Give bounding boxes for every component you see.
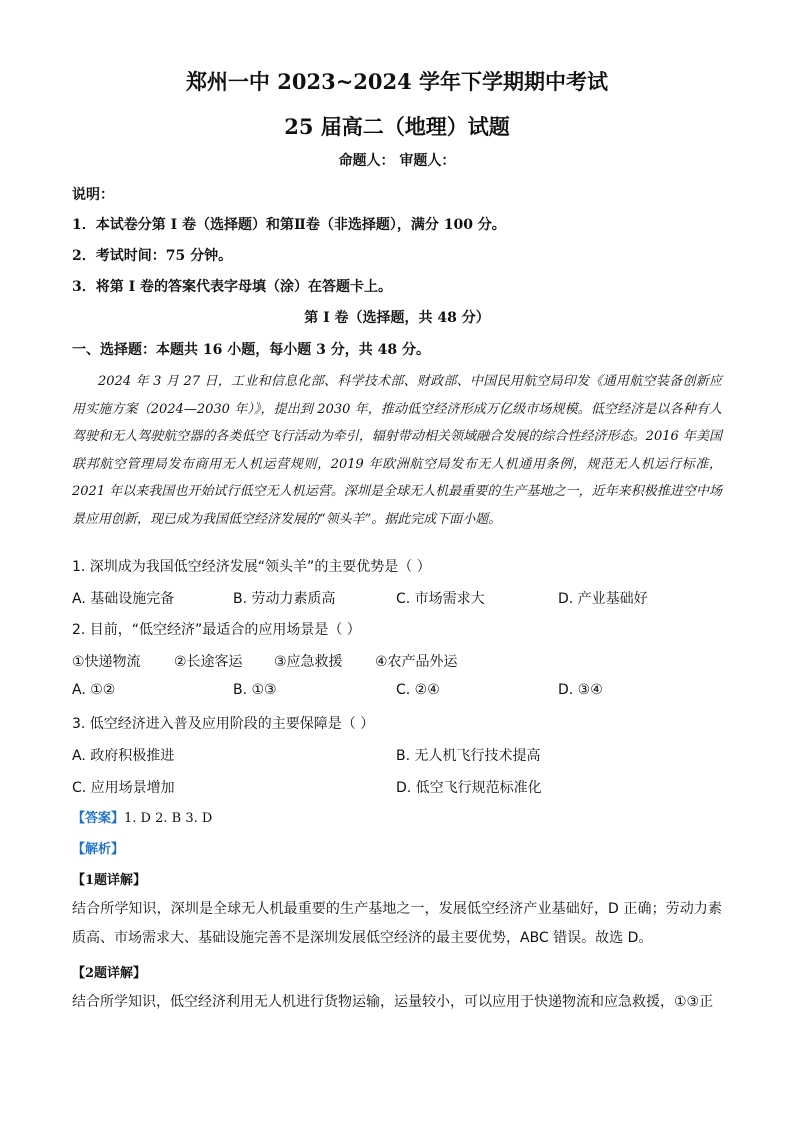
section-instruction: 一、选择题：本题共 16 小题，每小题 3 分，共 48 分。 (72, 342, 430, 358)
q3-option-c: C. 应用场景增加 (72, 780, 175, 796)
q2-item-2: ②长途客运 (174, 654, 243, 670)
q2-item-4: ④农产品外运 (375, 654, 458, 670)
answer-line (72, 807, 212, 826)
question-2-stem: 2. 目前，“低空经济”最适合的应用场景是（ ） (72, 622, 361, 638)
exam-subtitle: 25 届高二（地理）试题 (284, 114, 510, 139)
q2-option-d: D. ③④ (558, 682, 603, 698)
analysis-label-line (72, 838, 124, 857)
exam-title: 郑州一中 2023~2024 学年下学期期中考试 (185, 69, 609, 94)
q2-analysis-text: 结合所学知识，低空经济利用无人机进行货物运输，运量较小，可以应用于快递物流和应急救援，①③正 (72, 994, 714, 1010)
notes-label: 说明： (72, 187, 114, 203)
q2-item-3: ③应急救援 (274, 654, 343, 670)
q1-option-a: A. 基础设施完备 (72, 591, 175, 607)
q3-option-a: A. 政府积极推进 (72, 748, 175, 764)
q2-option-b: B. ①③ (233, 682, 277, 698)
q1-analysis-label: 【1题详解】 (72, 873, 147, 888)
note-item-2: 2．考试时间：75 分钟。 (72, 248, 233, 264)
q2-option-a: A. ①② (72, 682, 116, 698)
q2-option-c: C. ②④ (396, 682, 440, 698)
answer-label: 【答案】 (72, 811, 125, 826)
note-item-3: 3．将第 I 卷的答案代表字母填（涂）在答题卡上。 (72, 279, 393, 295)
section-title: 第 I 卷（选择题，共 48 分） (304, 310, 490, 326)
authors-line: 命题人： 审题人： (338, 153, 456, 169)
q1-option-c: C. 市场需求大 (396, 591, 485, 607)
q3-option-d: D. 低空飞行规范标准化 (396, 780, 542, 796)
reading-passage: 2024 年 3 月 27 日，工业和信息化部、科学技术部、财政部、中国民用航空局印发《通用航空装备创新应用实施方案（2024—2030 年）》，提出到 2030 年，推动低空经济形成万亿级市场规模。低空经济是以各种有人驾驶和无人驾驶航空器的各类低空飞行活动为牵引，辐射带动相关领域融合发展的综合性经济形态。2016 年美国联邦航空管理局发布商用无人机运营规则，2019 年欧洲航空局发布无人机通用条例，规范无人机运行标准，2021 年以来我国也开始试行低空无人机运营。深圳是全球无人机最重要的生产基地之一，近年来积极推进空中场景应用创新，现已成为我国低空经济发展的“领头羊”。据此完成下面小题。 (72, 374, 722, 527)
question-1-stem: 1. 深圳成为我国低空经济发展“领头羊”的主要优势是（ ） (72, 559, 431, 575)
q1-option-b: B. 劳动力素质高 (233, 591, 336, 607)
answer-text: 1. D 2. B 3. D (124, 811, 213, 826)
analysis-label: 【解析】 (72, 842, 125, 857)
note-item-1: 1．本试卷分第 I 卷（选择题）和第Ⅱ卷（非选择题），满分 100 分。 (72, 217, 506, 233)
q2-analysis-label: 【2题详解】 (72, 966, 147, 981)
q1-analysis-text: 结合所学知识，深圳是全球无人机最重要的生产基地之一，发展低空经济产业基础好，D 正确；劳动力素质高、市场需求大、基础设施完善不是深圳发展低空经济的最主要优势，ABC 错误。故选 D。 (72, 901, 722, 946)
q1-option-d: D. 产业基础好 (558, 591, 648, 607)
q2-item-1: ①快递物流 (72, 654, 141, 670)
question-3-stem: 3. 低空经济进入普及应用阶段的主要保障是（ ） (72, 716, 375, 732)
q3-option-b: B. 无人机飞行技术提高 (396, 748, 541, 764)
